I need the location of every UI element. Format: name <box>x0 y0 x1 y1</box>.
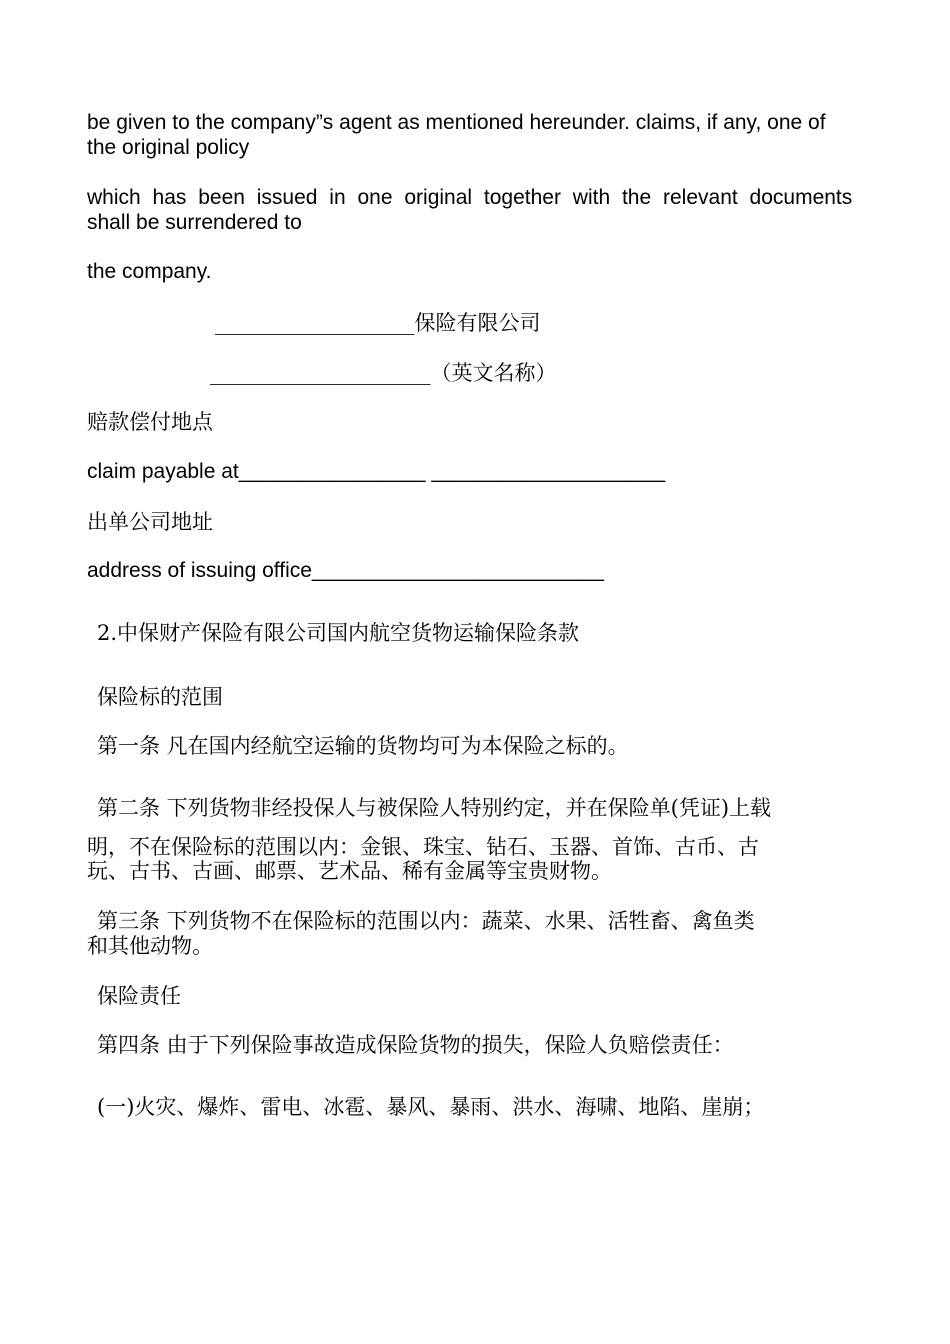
english-clause-line-1: be given to the company”s agent as mentioned hereunder. claims, if any, one of <box>87 111 826 134</box>
liability-item-1: (一)火灾、爆炸、雷电、冰雹、暴风、暴雨、洪水、海啸、地陷、崖崩； <box>97 1095 765 1119</box>
english-clause-line-2: the original policy <box>87 136 250 159</box>
claim-payable-label-cn: 赔款偿付地点 <box>87 410 213 434</box>
article-3-line-2: 和其他动物。 <box>87 934 213 958</box>
article-2-line-1: 第二条 下列货物非经投保人与被保险人特别约定，并在保险单(凭证)上载 <box>97 796 772 820</box>
company-name-cn: ___________________保险有限公司 <box>215 311 541 335</box>
section-liability-heading: 保险责任 <box>97 984 181 1008</box>
article-3-line-1: 第三条 下列货物不在保险标的范围以内：蔬菜、水果、活牲畜、禽鱼类 <box>97 909 755 933</box>
english-clause-line-4: shall be surrendered to <box>87 211 302 234</box>
english-clause-line-3: which has been issued in one original together with the relevant documents <box>87 186 853 209</box>
article-2-line-3: 玩、古书、古画、邮票、艺术品、稀有金属等宝贵财物。 <box>87 859 612 883</box>
clauses-heading: 2.中保财产保险有限公司国内航空货物运输保险条款 <box>97 621 580 645</box>
article-4: 第四条 由于下列保险事故造成保险货物的损失，保险人负赔偿责任： <box>97 1033 734 1057</box>
issuing-office-label-en: address of issuing office_________________________ <box>87 559 604 582</box>
article-1: 第一条 凡在国内经航空运输的货物均可为本保险之标的。 <box>97 734 629 758</box>
company-name-en: _____________________（英文名称） <box>210 361 557 385</box>
issuing-office-label-cn: 出单公司地址 <box>87 510 213 534</box>
section-scope-heading: 保险标的范围 <box>97 685 223 709</box>
claim-payable-label-en: claim payable at________________ ____________________ <box>87 460 666 483</box>
article-2-line-2: 明，不在保险标的范围以内：金银、珠宝、钻石、玉器、首饰、古币、古 <box>87 835 759 859</box>
english-clause-line-5: the company. <box>87 260 212 283</box>
